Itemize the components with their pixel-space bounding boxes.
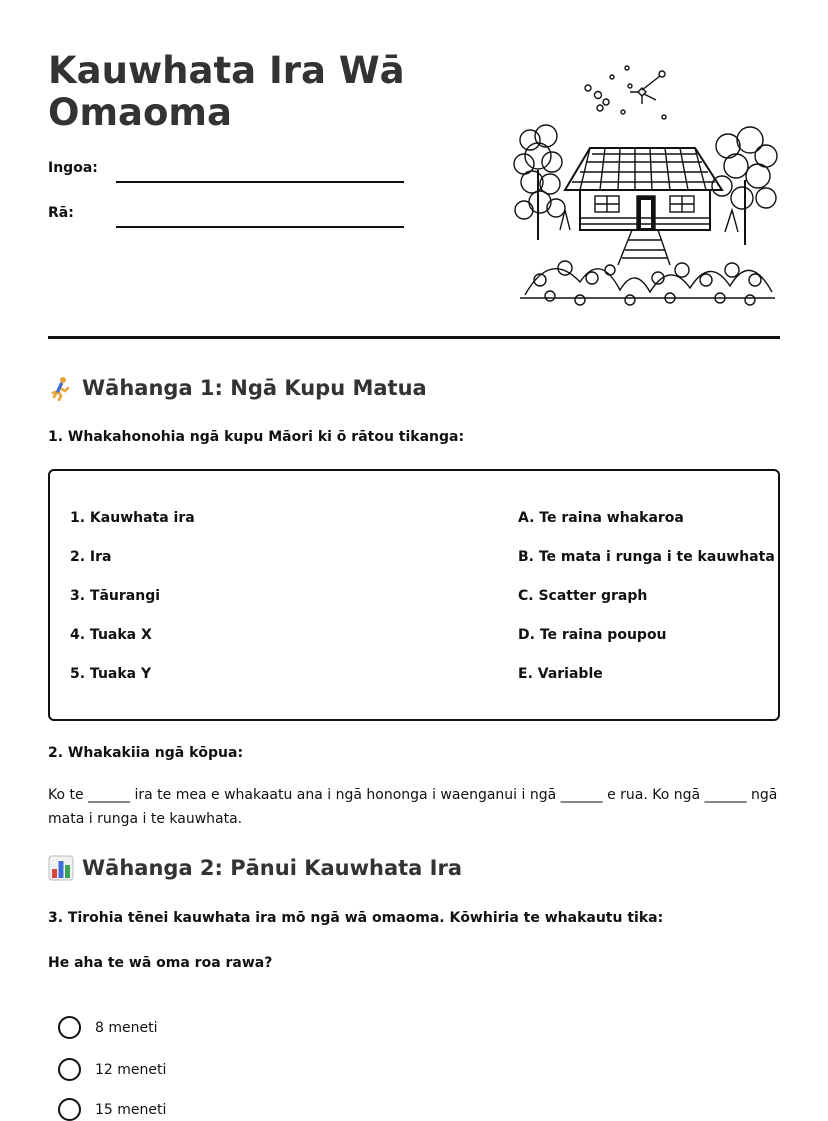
matching-box — [48, 469, 780, 721]
header-divider — [48, 336, 780, 339]
answer-option[interactable] — [58, 1016, 157, 1039]
match-left-item: 4. Tuaka X — [70, 627, 152, 643]
q2-text: 2. Whakakiia ngā kōpua: — [48, 745, 244, 761]
match-right-item: B. Te mata i runga i te kauwhata — [518, 549, 775, 565]
answer-option-label: 8 meneti — [95, 1019, 158, 1036]
section1-heading-text: Wāhanga 1: Ngā Kupu Matua — [82, 376, 427, 400]
match-right-item: A. Te raina whakaroa — [518, 510, 684, 526]
runner-icon — [48, 375, 74, 401]
bar-chart-icon — [48, 855, 74, 881]
match-right-item: E. Variable — [518, 666, 603, 682]
name-input-line[interactable] — [116, 181, 404, 183]
section1-heading — [48, 375, 427, 401]
match-left-item: 3. Tāurangi — [70, 588, 161, 604]
match-left-item: 5. Tuaka Y — [70, 666, 152, 682]
answer-option[interactable] — [58, 1058, 166, 1081]
q1-text: 1. Whakahonohia ngā kupu Māori ki ō rātou tikanga: — [48, 429, 465, 445]
radio-button[interactable] — [58, 1016, 81, 1039]
name-label: Ingoa: — [48, 160, 98, 176]
date-input-line[interactable] — [116, 226, 404, 228]
match-left-item: 2. Ira — [70, 549, 112, 565]
match-left-item: 1. Kauwhata ira — [70, 510, 195, 526]
fill-in-paragraph: Ko te ______ ira te mea e whakaatu ana i ngā hononga i waenganui i ngā ______ e rua. Ko ngā ______ ngā mata i runga i te kauwhata. — [48, 787, 778, 827]
match-right-item: C. Scatter graph — [518, 588, 648, 604]
answer-option-label: 15 meneti — [95, 1101, 167, 1118]
answer-option-label: 12 meneti — [95, 1061, 167, 1078]
match-right-item: D. Te raina poupou — [518, 627, 667, 643]
section2-heading — [48, 855, 462, 881]
radio-button[interactable] — [58, 1058, 81, 1081]
section2-heading-text: Wāhanga 2: Pānui Kauwhata Ira — [82, 856, 462, 880]
page-title: Kauwhata Ira Wā Omaoma — [48, 49, 405, 134]
date-label: Rā: — [48, 205, 74, 221]
q3-text: 3. Tirohia tēnei kauwhata ira mō ngā wā omaoma. Kōwhiria te whakautu tika: — [48, 910, 664, 926]
house-illustration — [510, 60, 780, 310]
q3-prompt: He aha te wā oma roa rawa? — [48, 955, 273, 971]
